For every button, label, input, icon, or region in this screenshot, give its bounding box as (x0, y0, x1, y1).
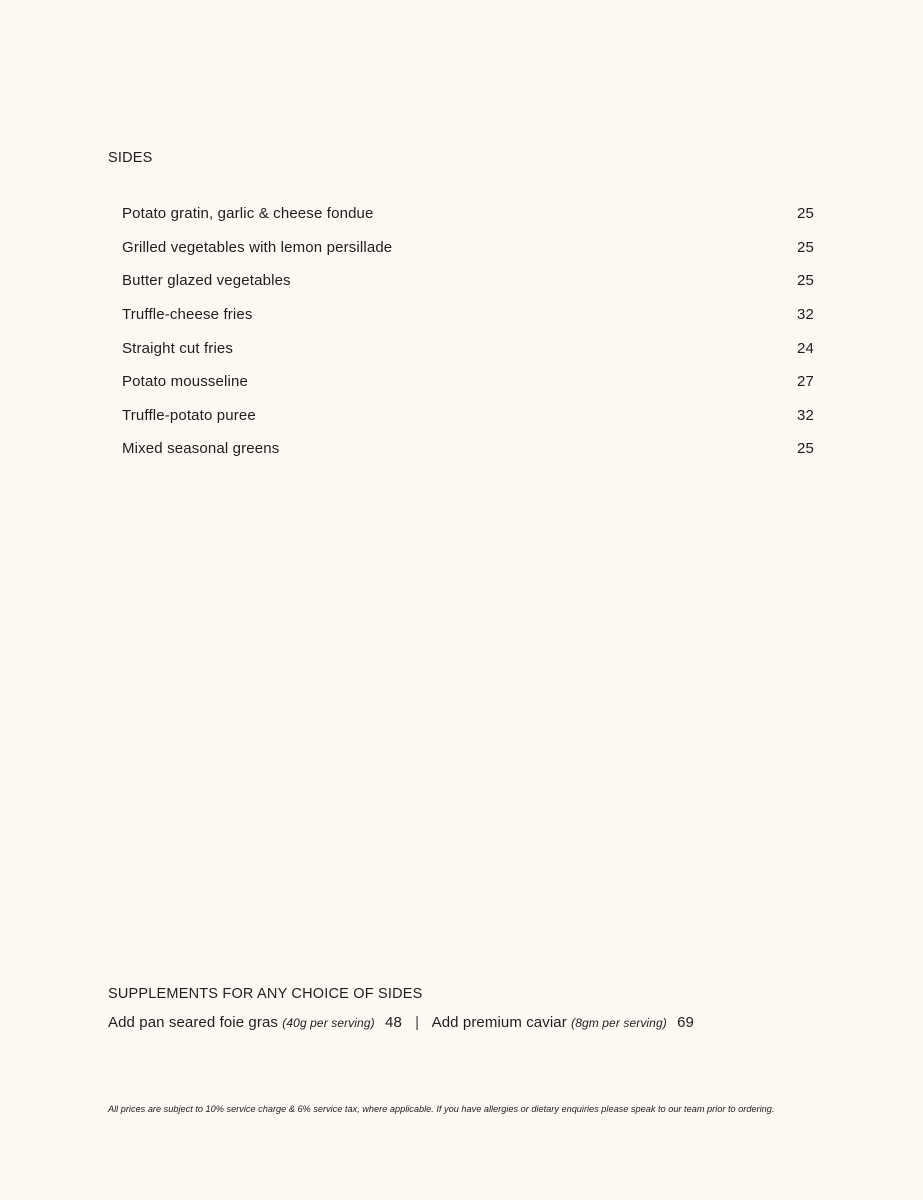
item-price: 25 (797, 238, 814, 256)
item-price: 24 (797, 339, 814, 357)
list-item (122, 264, 814, 298)
sides-list (122, 197, 814, 466)
item-name: Truffle-cheese fries (122, 306, 253, 324)
list-item (122, 399, 814, 433)
list-item (122, 365, 814, 399)
item-price: 27 (797, 373, 814, 391)
item-price: 25 (797, 272, 814, 290)
supplements-line (108, 1014, 694, 1031)
supplements-section-title: SUPPLEMENTS FOR ANY CHOICE OF SIDES (108, 986, 423, 1002)
list-item (122, 331, 814, 365)
supplement-note: (8gm per serving) (571, 1016, 667, 1030)
list-item (122, 432, 814, 466)
footer-disclaimer: All prices are subject to 10% service charge & 6% service tax, where applicable. If you have allergies or dietary enquiries please speak to our team prior to ordering. (108, 1104, 775, 1115)
item-price: 25 (797, 440, 814, 458)
item-name: Grilled vegetables with lemon persillade (122, 238, 393, 256)
supplement-foie-gras (108, 1014, 406, 1031)
supplement-price: 69 (677, 1014, 694, 1031)
item-name: Potato gratin, garlic & cheese fondue (122, 205, 374, 223)
supplement-note: (40g per serving) (282, 1016, 375, 1030)
item-name: Mixed seasonal greens (122, 440, 280, 458)
item-price: 25 (797, 205, 814, 223)
item-name: Potato mousseline (122, 373, 248, 391)
list-item (122, 197, 814, 231)
supplement-name: Add pan seared foie gras (108, 1014, 279, 1031)
list-item (122, 298, 814, 332)
list-item (122, 231, 814, 265)
sides-section-title: SIDES (108, 150, 153, 166)
item-name: Truffle-potato puree (122, 406, 256, 424)
supplement-separator: | (415, 1014, 420, 1031)
supplement-name: Add premium caviar (431, 1014, 567, 1031)
item-price: 32 (797, 306, 814, 324)
supplement-price: 48 (385, 1014, 402, 1031)
item-name: Straight cut fries (122, 339, 234, 357)
supplement-caviar (428, 1014, 694, 1031)
item-price: 32 (797, 406, 814, 424)
item-name: Butter glazed vegetables (122, 272, 291, 290)
